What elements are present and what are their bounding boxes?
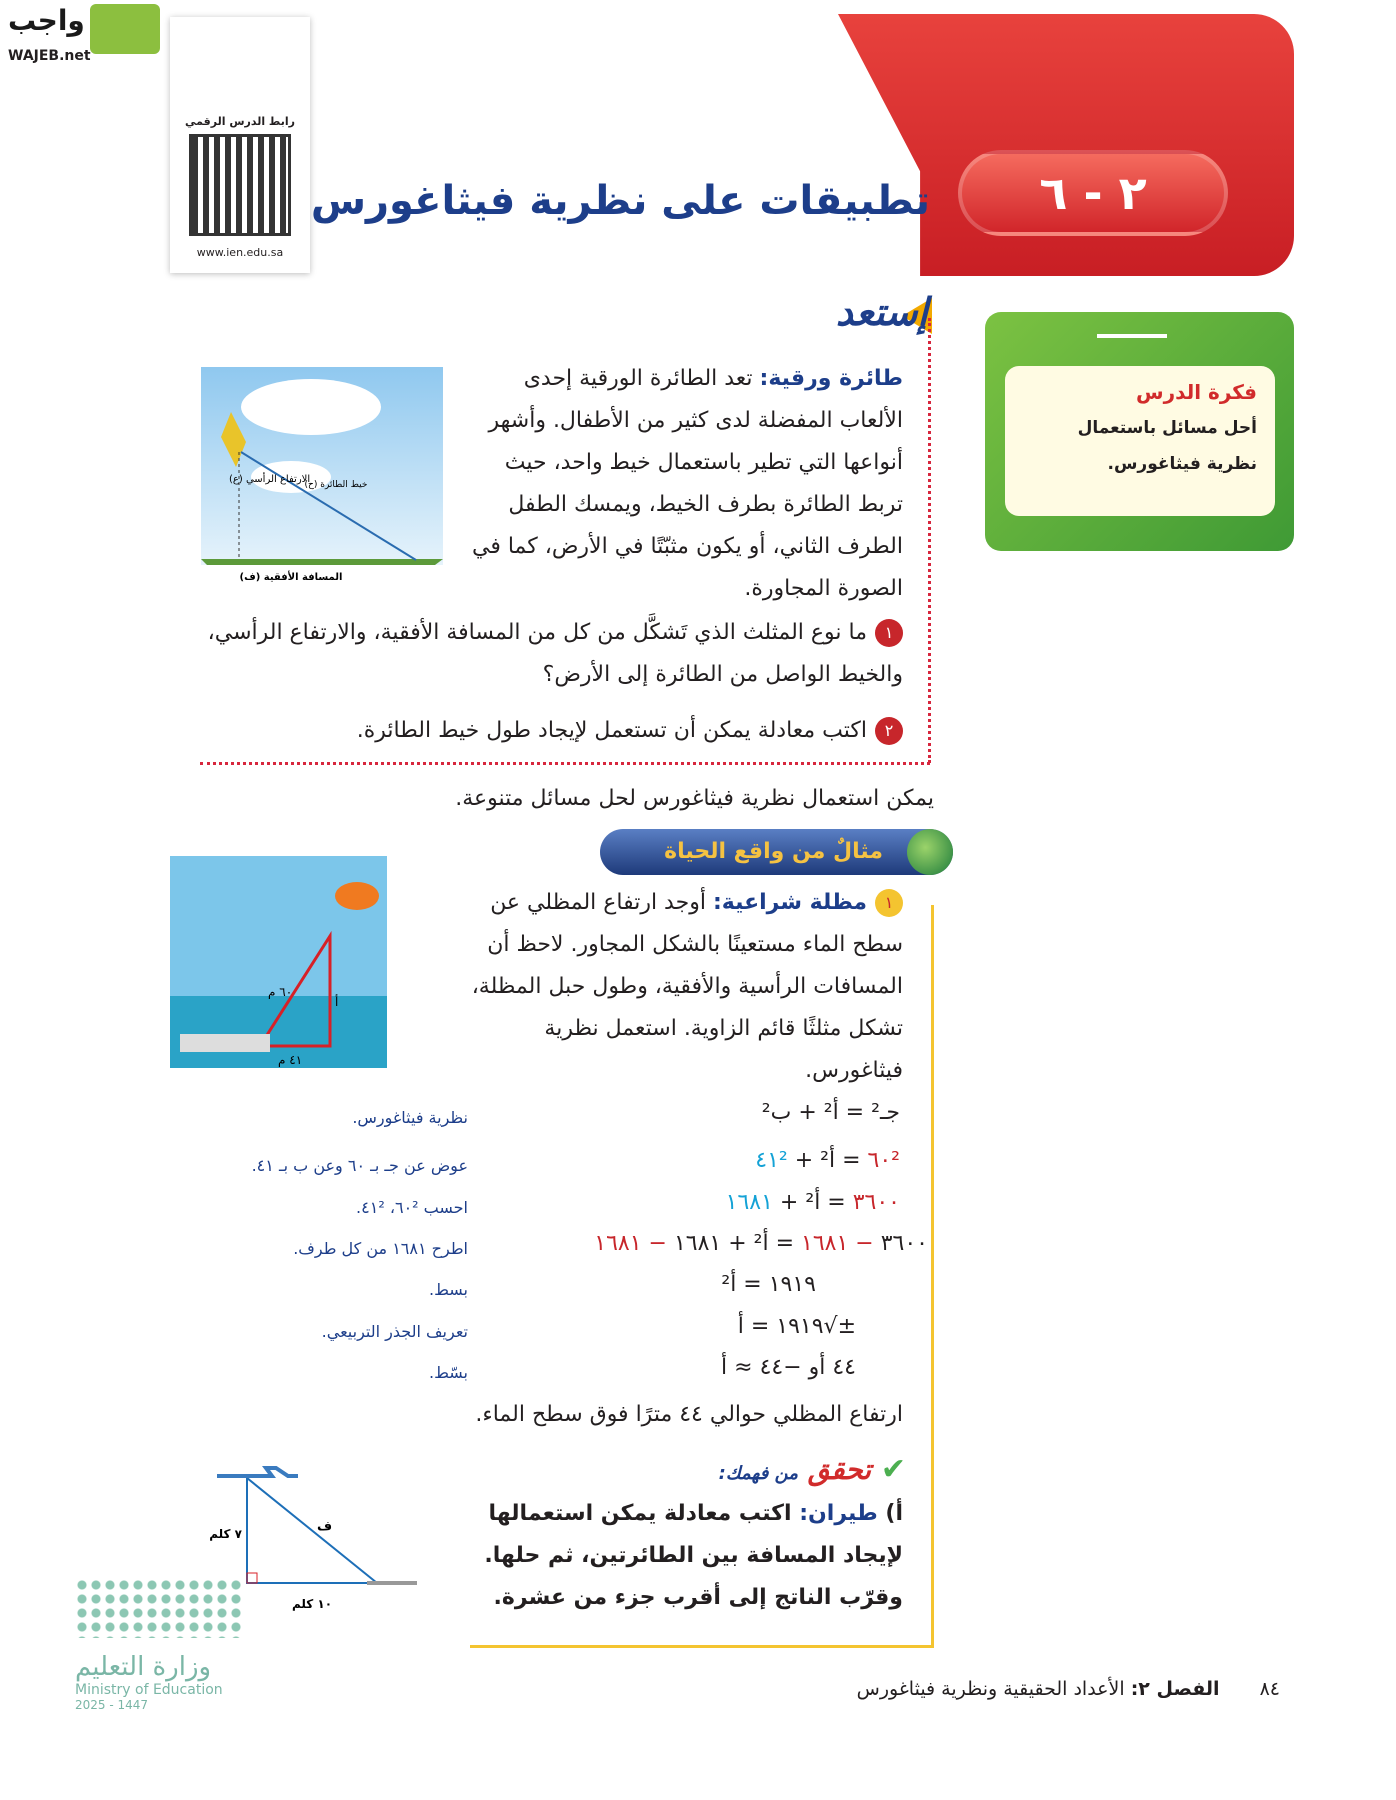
- fig-d-label: ف: [317, 1519, 333, 1534]
- divider: [1097, 334, 1167, 338]
- note-4: اطرح ١٦٨١ من كل طرف.: [293, 1239, 468, 1258]
- note-2: عوض عن جـ بـ ٦٠ وعن ب بـ ٤١.: [251, 1156, 468, 1175]
- kite-paragraph: [463, 358, 903, 610]
- example-body: أوجد ارتفاع المظلي عن سطح الماء مستعينًا بالشكل المجاور. لاحظ أن المسافات الرأسية والأفقية، وطول حبل المظلة، تشكل مثلثًا قائم الزاوية. استعمل نظرية فيثاغورس.: [471, 890, 903, 1083]
- note-5: بسط.: [429, 1280, 468, 1299]
- equation-6: ±√١٩١٩ = أ: [737, 1314, 856, 1339]
- note-3: احسب ٦٠²، ٤١².: [356, 1198, 468, 1217]
- idea-text: أحل مسائل باستعمال نظرية فيثاغورس.: [1077, 418, 1257, 474]
- kite-keyword: طائرة ورقية:: [759, 366, 903, 391]
- equation-1: جـ² = أ² + ب²: [761, 1100, 900, 1125]
- ready-heading: إستعد: [835, 290, 928, 334]
- kite-figure: [201, 367, 443, 582]
- intro-text: يمكن استعمال نظرية فيثاغورس لحل مسائل متنوعة.: [455, 786, 934, 811]
- globe-icon: [907, 829, 953, 875]
- fig-height-label: الارتفاع الرأسي (ع): [229, 474, 311, 485]
- fig-v-label: ٧ كلم: [209, 1527, 242, 1541]
- number-badge: ٢: [875, 717, 903, 745]
- equation-5: ١٩١٩ = أ²: [721, 1272, 816, 1297]
- example-text: [463, 882, 903, 1092]
- equation-3: ٣٦٠٠ = أ² + ١٦٨١: [725, 1190, 900, 1215]
- ministry-en: Ministry of Education: [75, 1682, 223, 1698]
- fig-a-label: أ: [335, 995, 339, 1009]
- question-text: اكتب معادلة يمكن أن تستعمل لإيجاد طول خيط الطائرة.: [356, 718, 867, 743]
- exercise-a: أ) طيران: اكتب معادلة يمكن استعمالها لإيجاد المسافة بين الطائرتين، ثم حلها. وقرّب الناتج إلى أقرب جزء من عشرة.: [484, 1501, 903, 1610]
- dots-pattern: [75, 1578, 245, 1638]
- qr-url[interactable]: www.ien.edu.sa: [196, 246, 284, 259]
- question-1: [183, 612, 903, 696]
- dotted-border: [200, 762, 930, 765]
- fig-base-label: ٤١ م: [278, 1053, 303, 1067]
- logo-ar: واجب: [8, 4, 85, 37]
- number-badge: ١: [875, 889, 903, 917]
- checkmark-icon: ✔: [880, 1452, 906, 1487]
- fig-hyp-label: ٦٠ م: [268, 985, 293, 999]
- question-text: ما نوع المثلث الذي تَشكَّل من كل من المسافة الأفقية، والارتفاع الرأسي، والخيط الواصل من الطائرة إلى الأرض؟: [207, 620, 903, 687]
- example-banner: مثالٌ من واقع الحياة: [600, 829, 953, 875]
- chapter-title: الأعداد الحقيقية ونظرية فيثاغورس: [856, 1678, 1125, 1700]
- equation-4: ٣٦٠٠ − ١٦٨١ = أ² + ١٦٨١ − ١٦٨١: [594, 1231, 928, 1256]
- page-number: ٨٤: [1259, 1678, 1280, 1700]
- fig-caption: المسافة الأفقية (ف): [239, 572, 343, 582]
- yellow-rule: [931, 905, 934, 1648]
- kite-text: تعد الطائرة الورقية إحدى الألعاب المفضلة لدى كثير من الأطفال. وأشهر أنواعها التي تطير باستعمال خيط واحد، حيث تربط الطائرة بطرف الخيط، ويمسك الطفل الطرف الثاني، أو يكون مثبّتًا في الأرض، كما في الصورة المجاورة.: [472, 366, 903, 601]
- yellow-rule: [470, 1645, 934, 1648]
- lesson-title: تطبيقات على نظرية فيثاغورس: [310, 178, 930, 224]
- footer: [857, 1678, 1280, 1700]
- ministry-ar: وزارة التعليم: [75, 1652, 212, 1682]
- lesson-banner: [838, 14, 1294, 276]
- lesson-number: ٢ - ٦: [958, 150, 1228, 236]
- example-keyword: مظلة شراعية:: [712, 890, 867, 915]
- dotted-border: [928, 318, 931, 763]
- note-7: بسّط.: [429, 1363, 468, 1382]
- equation-7: ٤٤ أو −٤٤ ≈ أ: [721, 1355, 856, 1380]
- conclusion: ارتفاع المظلي حوالي ٤٤ مترًا فوق سطح الماء.: [475, 1402, 903, 1427]
- parasail-figure: [170, 856, 387, 1068]
- note-1: نظرية فيثاغورس.: [352, 1108, 468, 1127]
- logo-en: WAJEB.net: [8, 48, 91, 64]
- fig-h-label: ١٠ كلم: [291, 1597, 333, 1611]
- wajeb-logo: [8, 4, 193, 66]
- qr-label: رابط الدرس الرقمي: [185, 115, 295, 128]
- note-6: تعريف الجذر التربيعي.: [321, 1322, 468, 1341]
- book-icon: [90, 4, 160, 54]
- fig-string-label: خيط الطائرة (ح): [304, 480, 368, 490]
- chapter-label: الفصل ٢:: [1130, 1678, 1220, 1700]
- qr-code[interactable]: [189, 134, 291, 236]
- ministry-logo: [75, 1578, 250, 1712]
- qr-card[interactable]: [170, 17, 310, 273]
- ministry-year: 2025 - 1447: [75, 1698, 149, 1712]
- number-badge: ١: [875, 619, 903, 647]
- lesson-idea-box: [985, 312, 1294, 551]
- equation-2: ٦٠² = أ² + ٤١²: [755, 1148, 900, 1173]
- question-2: [183, 710, 903, 752]
- check-heading: ✔ تحقق من فهمك:: [718, 1452, 906, 1487]
- idea-heading: فكرة الدرس: [1136, 380, 1257, 404]
